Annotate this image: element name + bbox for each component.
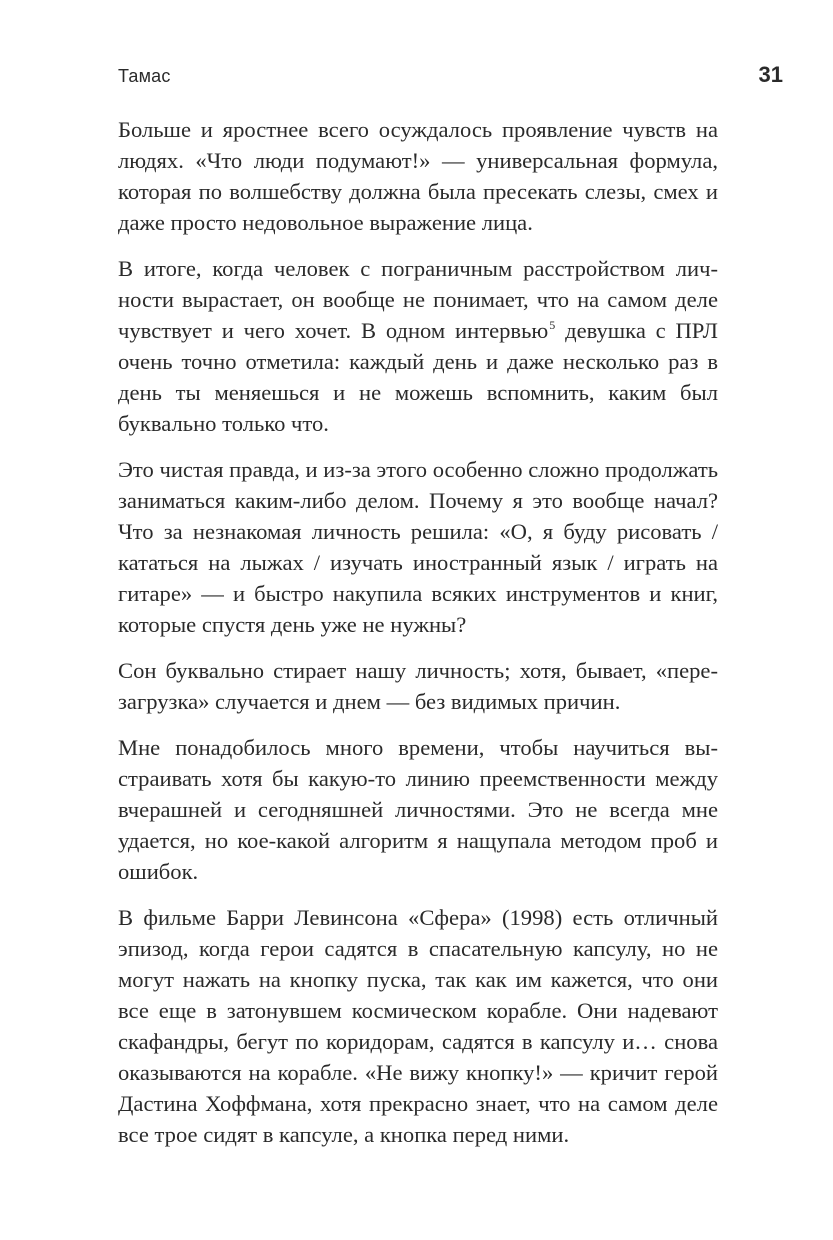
paragraph-3: Это чистая правда, и из-за этого особенно сложно продолжать заниматься каким-либо делом. Почему я это вообще начал? Что за незнакомая личность решила: «О, я буду рисовать / кататься на лыжах / изучать иностранный язык / играть на гитаре» — и быстро накупила всяких инструментов и книг, которые спустя день уже не нужны? bbox=[118, 457, 718, 637]
paragraph-1: Больше и яростнее всего осуждалось проявление чувств на людях. «Что люди подумают!» — универсальная формула, которая по волшебству должна была пресекать слезы, смех и даже просто недовольное выражение лица. bbox=[118, 117, 718, 235]
paragraph-6: В фильме Барри Левинсона «Сфера» (1998) есть отличный эпизод, когда герои садятся в спасательную капсулу, но не могут нажать на кнопку пуска, так как им кажется, что они все еще в затонувшем космическом корабле. Они надевают скафандры, бегут по коридорам, садятся в капсулу и… снова оказываются на корабле. «Не вижу кнопку!» — кричит герой Дастина Хоффмана, хотя прекрасно знает, что на самом деле все трое сидят в капсуле, а кнопка перед ними. bbox=[118, 905, 718, 1147]
page-number: 31 bbox=[758, 62, 783, 87]
page-header bbox=[118, 58, 783, 94]
running-head: Тамас bbox=[118, 66, 171, 86]
paragraph-2-text-end: девушка с ПРЛ очень точно отметила: каждый день и даже несколько раз в день ты меняешься и не можешь вспомнить, каким был буквально только что. bbox=[118, 318, 718, 436]
paragraph-4: Сон буквально стирает нашу личность; хотя, бывает, «перезагрузка» случается и днем — без видимых причин. bbox=[118, 658, 718, 714]
page-body bbox=[118, 114, 718, 1165]
paragraph-5: Мне понадобилось много времени, чтобы научиться выстраивать хотя бы какую-то линию преемственности между вчерашней и сегодняшней личностями. Это не всегда мне удается, но кое-какой алгоритм я нащупала методом проб и ошибок. bbox=[118, 735, 718, 884]
paragraph-2 bbox=[118, 253, 718, 439]
paragraph-2-text-start: В итоге, когда человек с пограничным расстройством личности вырастает, он вообще не понимает, что на самом деле чувствует и чего хочет. В одном интервью bbox=[118, 256, 718, 343]
footnote-reference[interactable]: 5 bbox=[549, 318, 556, 332]
